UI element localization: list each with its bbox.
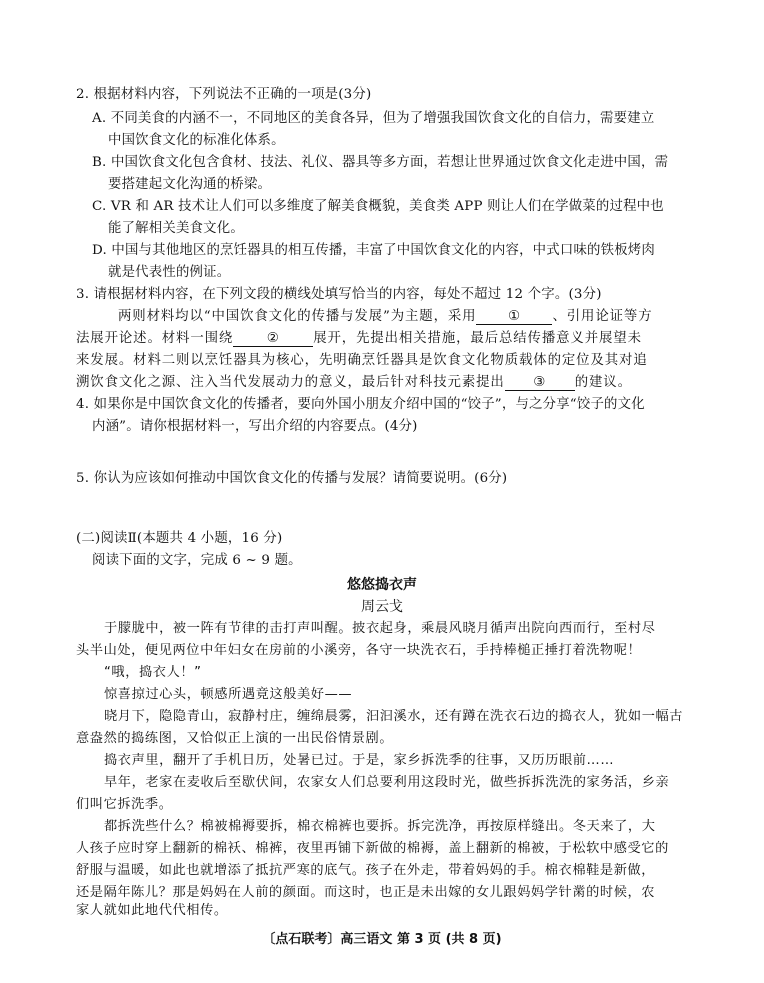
paragraph-6-line-1: 早年，老家在麦收后至歇伏间，农家女人们总要利用这段时光，做些拆拆洗洗的家务活，乡亲: [104, 775, 670, 790]
paragraph-7-line-5: 家人就如此地代代相传。: [76, 903, 228, 918]
paragraph-6-line-2: 们叫它拆洗季。: [76, 797, 173, 812]
paragraph-1-line-2: 头半山处，便见两位中年妇女在房前的小溪旁，各守一块洗衣石，手持棒槌正捶打着洗物呢！: [76, 643, 642, 658]
paragraph-3: 惊喜掠过心头，顿感所遇竟这般美好——: [104, 687, 353, 702]
question-2-option-b-cont: 要搭建起文化沟通的桥梁。: [108, 177, 272, 192]
q3-text: 、引用论证等方: [552, 309, 653, 324]
paragraph-7-line-3: 舒服与温暖，如此也就增添了抵抗严寒的底气。孩子在外走，带着妈妈的手。棉衣棉鞋是新做，: [76, 863, 656, 878]
question-3-stem: 3. 请根据材料内容，在下列文段的横线处填写恰当的内容，每处不超过 12 个字。(3分): [76, 287, 602, 302]
question-2-option-b: B. 中国饮食文化包含食材、技法、礼仪、器具等多方面，若想让世界通过饮食文化走进中国，需: [92, 155, 669, 170]
question-2-option-a: A. 不同美食的内涵不一，不同地区的美食各异，但为了增强我国饮食文化的自信力，需要建立: [92, 111, 655, 126]
q3-text: 法展开论述。材料一围绕: [76, 331, 234, 346]
article-author: 周云戈: [361, 599, 403, 615]
question-5-stem: 5. 你认为应该如何推动中国饮食文化的传播与发展？请简要说明。(6分): [76, 471, 508, 486]
question-4-stem-cont: 内涵”。请你根据材料一，写出介绍的内容要点。(4分): [92, 419, 418, 434]
fill-blank-1[interactable]: ①: [476, 309, 552, 325]
question-3-line-4: [76, 374, 632, 392]
fill-blank-3[interactable]: ③: [505, 375, 575, 391]
q3-text: 两则材料均以“中国饮食文化的传播与发展”为主题，采用: [118, 309, 477, 324]
q3-text: 展开，先提出相关措施，最后总结传播意义并展望未: [313, 331, 642, 346]
question-2-option-d-cont: 就是代表性的例证。: [108, 265, 231, 280]
question-2-option-c: C. VR 和 AR 技术让人们可以多维度了解美食概貌，美食类 APP 则让人们在学做菜的过程中也: [92, 199, 664, 214]
paragraph-7-line-4: 还是隔年陈儿？那是妈妈在人前的颜面。而这时，也正是未出嫁的女儿跟妈妈学针黹的时候，农: [76, 885, 656, 900]
question-2-stem: 2. 根据材料内容，下列说法不正确的一项是(3分): [76, 87, 372, 102]
question-2-option-a-cont: 中国饮食文化的标准化体系。: [108, 133, 285, 148]
article-title: 悠悠捣衣声: [347, 577, 417, 593]
question-2-option-c-cont: 能了解相关美食文化。: [108, 221, 244, 236]
paragraph-2: “哦，捣衣人！”: [104, 665, 202, 680]
q3-text: 溯饮食文化之源、注入当代发展动力的意义，最后针对科技元素提出: [76, 375, 505, 390]
paragraph-7-line-2: 人孩子应时穿上翻新的棉袄、棉裤，夜里再铺下新做的棉褥，盖上翻新的棉被，于松软中感受它的: [76, 841, 669, 856]
paragraph-1-line-1: 于朦胧中，被一阵有节律的击打声叫醒。披衣起身，乘晨风晓月循声出院向西而行，至村尽: [104, 621, 656, 636]
section-instruction: 阅读下面的文字，完成 6 ~ 9 题。: [92, 553, 302, 568]
fill-blank-2[interactable]: ②: [233, 331, 313, 347]
question-3-line-3: 来发展。材料二则以烹饪器具为核心，先明确烹饪器具是饮食文化物质载体的定位及其对追: [76, 353, 648, 368]
question-3-line-1: [118, 308, 653, 326]
paragraph-4-line-2: 意盎然的捣练图，又恰似正上演的一出民俗情景剧。: [76, 731, 394, 746]
page-footer: 〔点石联考〕高三语文 第 3 页 (共 8 页): [262, 932, 502, 947]
question-3-line-2: [76, 330, 642, 348]
paragraph-7-line-1: 都拆洗些什么？棉被棉褥要拆，棉衣棉裤也要拆。拆完洗净，再按原样缝出。冬天来了，大: [104, 819, 656, 834]
paragraph-4-line-1: 晓月下，隐隐青山，寂静村庄，缠绵晨雾，汩汩溪水，还有蹲在洗衣石边的捣衣人，犹如一幅古: [104, 709, 684, 724]
question-2-option-d: D. 中国与其他地区的烹饪器具的相互传播，丰富了中国饮食文化的内容，中式口味的铁板烤肉: [92, 243, 655, 258]
question-4-stem: 4. 如果你是中国饮食文化的传播者，要向外国小朋友介绍中国的“饺子”，与之分享“饺子的文化: [76, 397, 645, 412]
paragraph-5: 捣衣声里，翻开了手机日历，处暑已过。于是，家乡拆洗季的往事，又历历眼前……: [104, 753, 615, 768]
section-heading: (二)阅读Ⅱ(本题共 4 小题，16 分): [76, 531, 283, 546]
q3-text: 的建议。: [574, 375, 632, 390]
